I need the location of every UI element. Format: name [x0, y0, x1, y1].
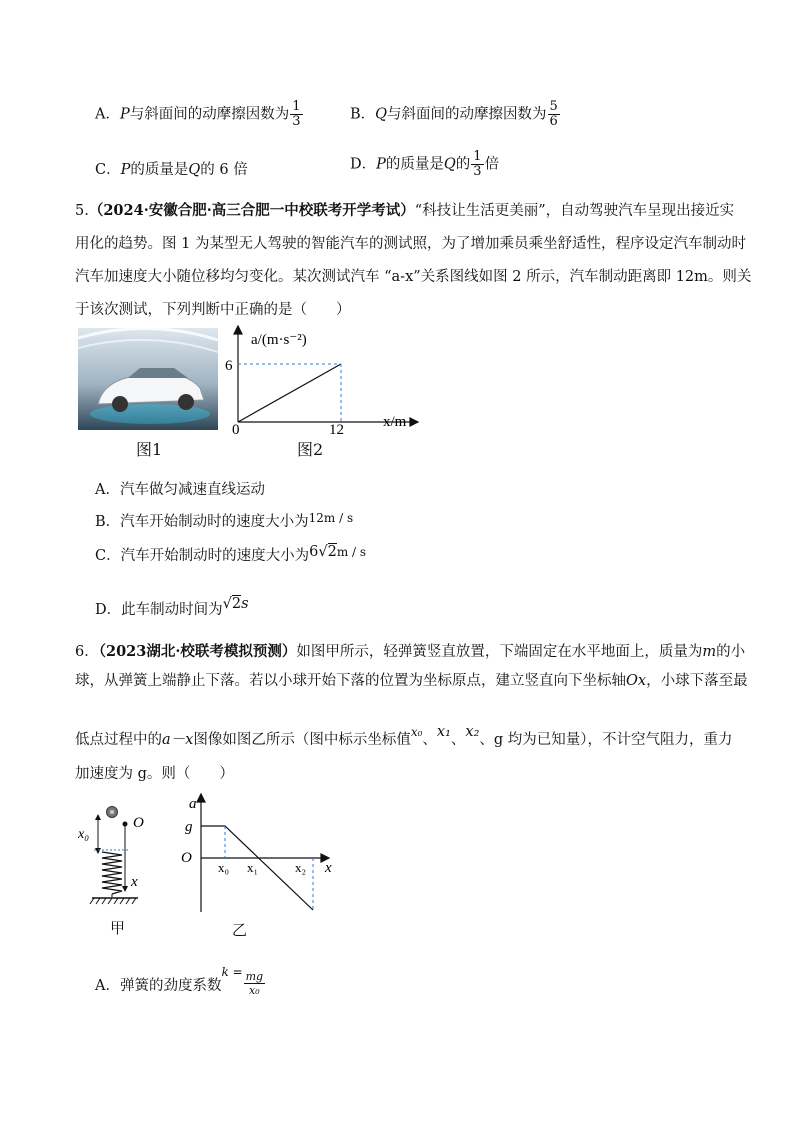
origin-label: 0: [232, 422, 240, 434]
car-test-photo: [78, 328, 218, 430]
fig-jia-caption: 甲: [110, 919, 126, 937]
fraction: $\frac{5}{6}$: [549, 99, 558, 129]
svg-text:x₂: x₂: [295, 860, 307, 875]
q5-line-3: 汽车加速度大小随位移均匀变化。某次测试汽车 “a-x”关系图线如图 2 所示，汽车制动距离即 12m。则关: [75, 269, 752, 285]
q6-line-3: 低点过程中的a－x图像如图乙所示（图中标示坐标值$^{x_0}$、x₁、x₂、g 均为已知量），不计空气阻力，重力: [75, 724, 733, 748]
q5-line-4: 于该次测试，下列判断中正确的是（ ）: [75, 302, 351, 318]
q4-option-b[interactable]: B．Q与斜面间的动摩擦因数为 $\frac{5}{6}$: [350, 99, 558, 129]
q6-line-2: 球，从弹簧上端静止下落。若以小球开始下落的位置为坐标原点，建立竖直向下坐标轴Ox，小球下落至最: [75, 673, 748, 689]
spring-diagram: [78, 800, 168, 910]
x-tick-12: 12: [329, 422, 344, 434]
fig2-caption: 图2: [297, 440, 324, 459]
y-tick-6: 6: [225, 358, 233, 374]
svg-text:O: O: [181, 850, 192, 866]
svg-text:x₁: x₁: [247, 860, 259, 875]
svg-text:x₀: x₀: [78, 827, 90, 842]
fig-yi-caption: 乙: [232, 921, 248, 939]
q5-option-a[interactable]: A．汽车做匀减速直线运动: [95, 482, 265, 498]
q5-line-1: 5.（2024·安徽合肥·高三合肥一中校联考开学考试）“科技让生活更美丽”，自动驾驶汽车呈现出接近实: [75, 202, 735, 219]
q5-ax-graph: [225, 322, 425, 434]
q6-line-4: 加速度为 g。则（ ）: [75, 766, 234, 782]
y-axis-label: a/(m·s⁻²): [251, 332, 307, 348]
svg-text:O: O: [133, 815, 144, 831]
svg-text:a: a: [189, 796, 197, 812]
x-axis-label: x/m: [383, 414, 407, 430]
fraction: $\frac{1}{3}$: [473, 149, 482, 179]
q6-line-1: 6．（2023湖北·校联考模拟预测）如图甲所示，轻弹簧竖直放置，下端固定在水平地面上，质量为m的小: [75, 643, 746, 660]
q5-option-d[interactable]: D．此车制动时间为√2s: [95, 596, 249, 618]
q4-option-a[interactable]: A．P与斜面间的动摩擦因数为 $\frac{1}{3}$: [95, 99, 301, 129]
q4-option-d[interactable]: D．P的质量是Q的 $\frac{1}{3}$ 倍: [350, 149, 500, 179]
q5-option-b[interactable]: B．汽车开始制动时的速度大小为$^{12m / s}$: [95, 511, 354, 530]
q4-option-c[interactable]: C．P的质量是Q的 6 倍: [95, 162, 248, 178]
fraction: $\frac{1}{3}$: [292, 99, 301, 129]
q6-ax-graph: [175, 788, 345, 918]
q6-option-a[interactable]: A．弹簧的劲度系数$^{k =}$ $\frac{mg}{\text{x₀}}$: [95, 965, 264, 997]
svg-text:x: x: [325, 860, 332, 876]
fig1-caption: 图1: [136, 440, 163, 459]
q5-option-c[interactable]: C．汽车开始制动时的速度大小为6√2m / s: [95, 544, 367, 564]
svg-text:g: g: [185, 819, 193, 835]
fraction: $\frac{mg}{\text{x₀}}$: [245, 970, 264, 997]
svg-text:x₀: x₀: [218, 860, 230, 875]
q5-line-2: 用化的趋势。图 1 为某型无人驾驶的智能汽车的测试照，为了增加乘员乘坐舒适性，程序设定汽车制动时: [75, 236, 746, 252]
svg-text:x: x: [131, 874, 138, 890]
